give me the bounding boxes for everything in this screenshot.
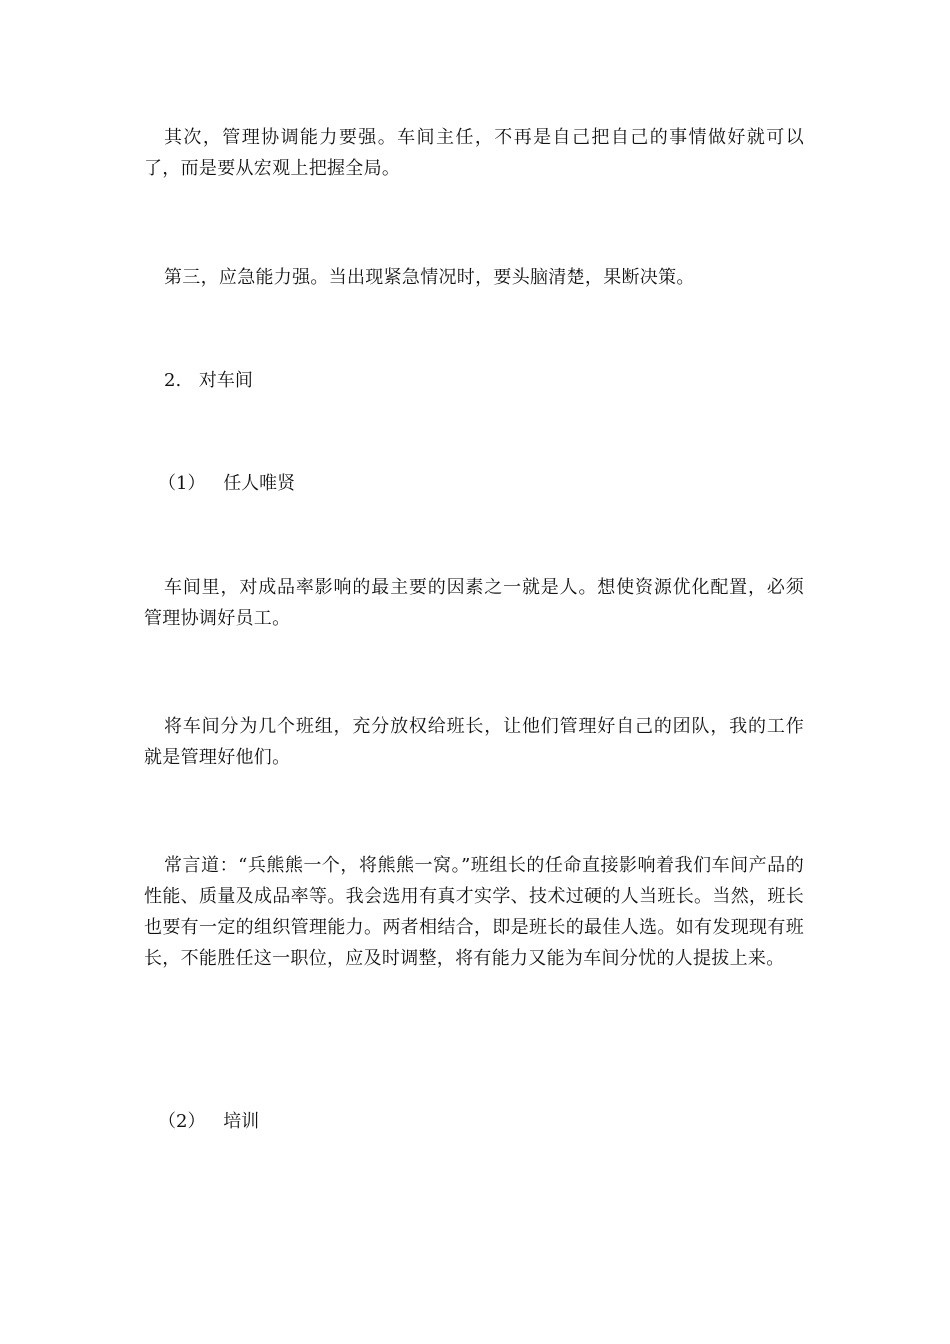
subsection-number: （2）	[158, 1111, 206, 1132]
subsection-title: 任人唯贤	[223, 473, 296, 494]
paragraph-team-division: 将车间分为几个班组，充分放权给班长，让他们管理好自己的团队，我的工作就是管理好他们。	[144, 716, 804, 768]
section-heading-workshop	[144, 365, 804, 396]
subsection-heading-training	[144, 1106, 804, 1137]
paragraph-people-factor: 车间里，对成品率影响的最主要的因素之一就是人。想使资源优化配置，必须管理协调好员工。	[144, 577, 804, 629]
paragraph-emergency-ability: 第三，应急能力强。当出现紧急情况时，要头脑清楚，果断决策。	[164, 267, 695, 288]
subsection-title: 培训	[223, 1111, 260, 1132]
paragraph-management-coordination: 其次，管理协调能力要强。车间主任，不再是自己把自己的事情做好就可以了，而是要从宏观上把握全局。	[144, 127, 804, 179]
subsection-number: （1）	[158, 473, 206, 494]
section-number: 2.	[164, 370, 182, 391]
subsection-heading-merit	[144, 468, 804, 499]
paragraph-team-leader-selection: 常言道：“兵熊熊一个，将熊熊一窝。”班组长的任命直接影响着我们车间产品的性能、质量及成品率等。我会选用有真才实学、技术过硬的人当班长。当然，班长也要有一定的组织管理能力。两者相结合，即是班长的最佳人选。如有发现现有班长，不能胜任这一职位，应及时调整，将有能力又能为车间分忧的人提拔上来。	[144, 855, 804, 969]
section-title: 对车间	[198, 370, 253, 391]
